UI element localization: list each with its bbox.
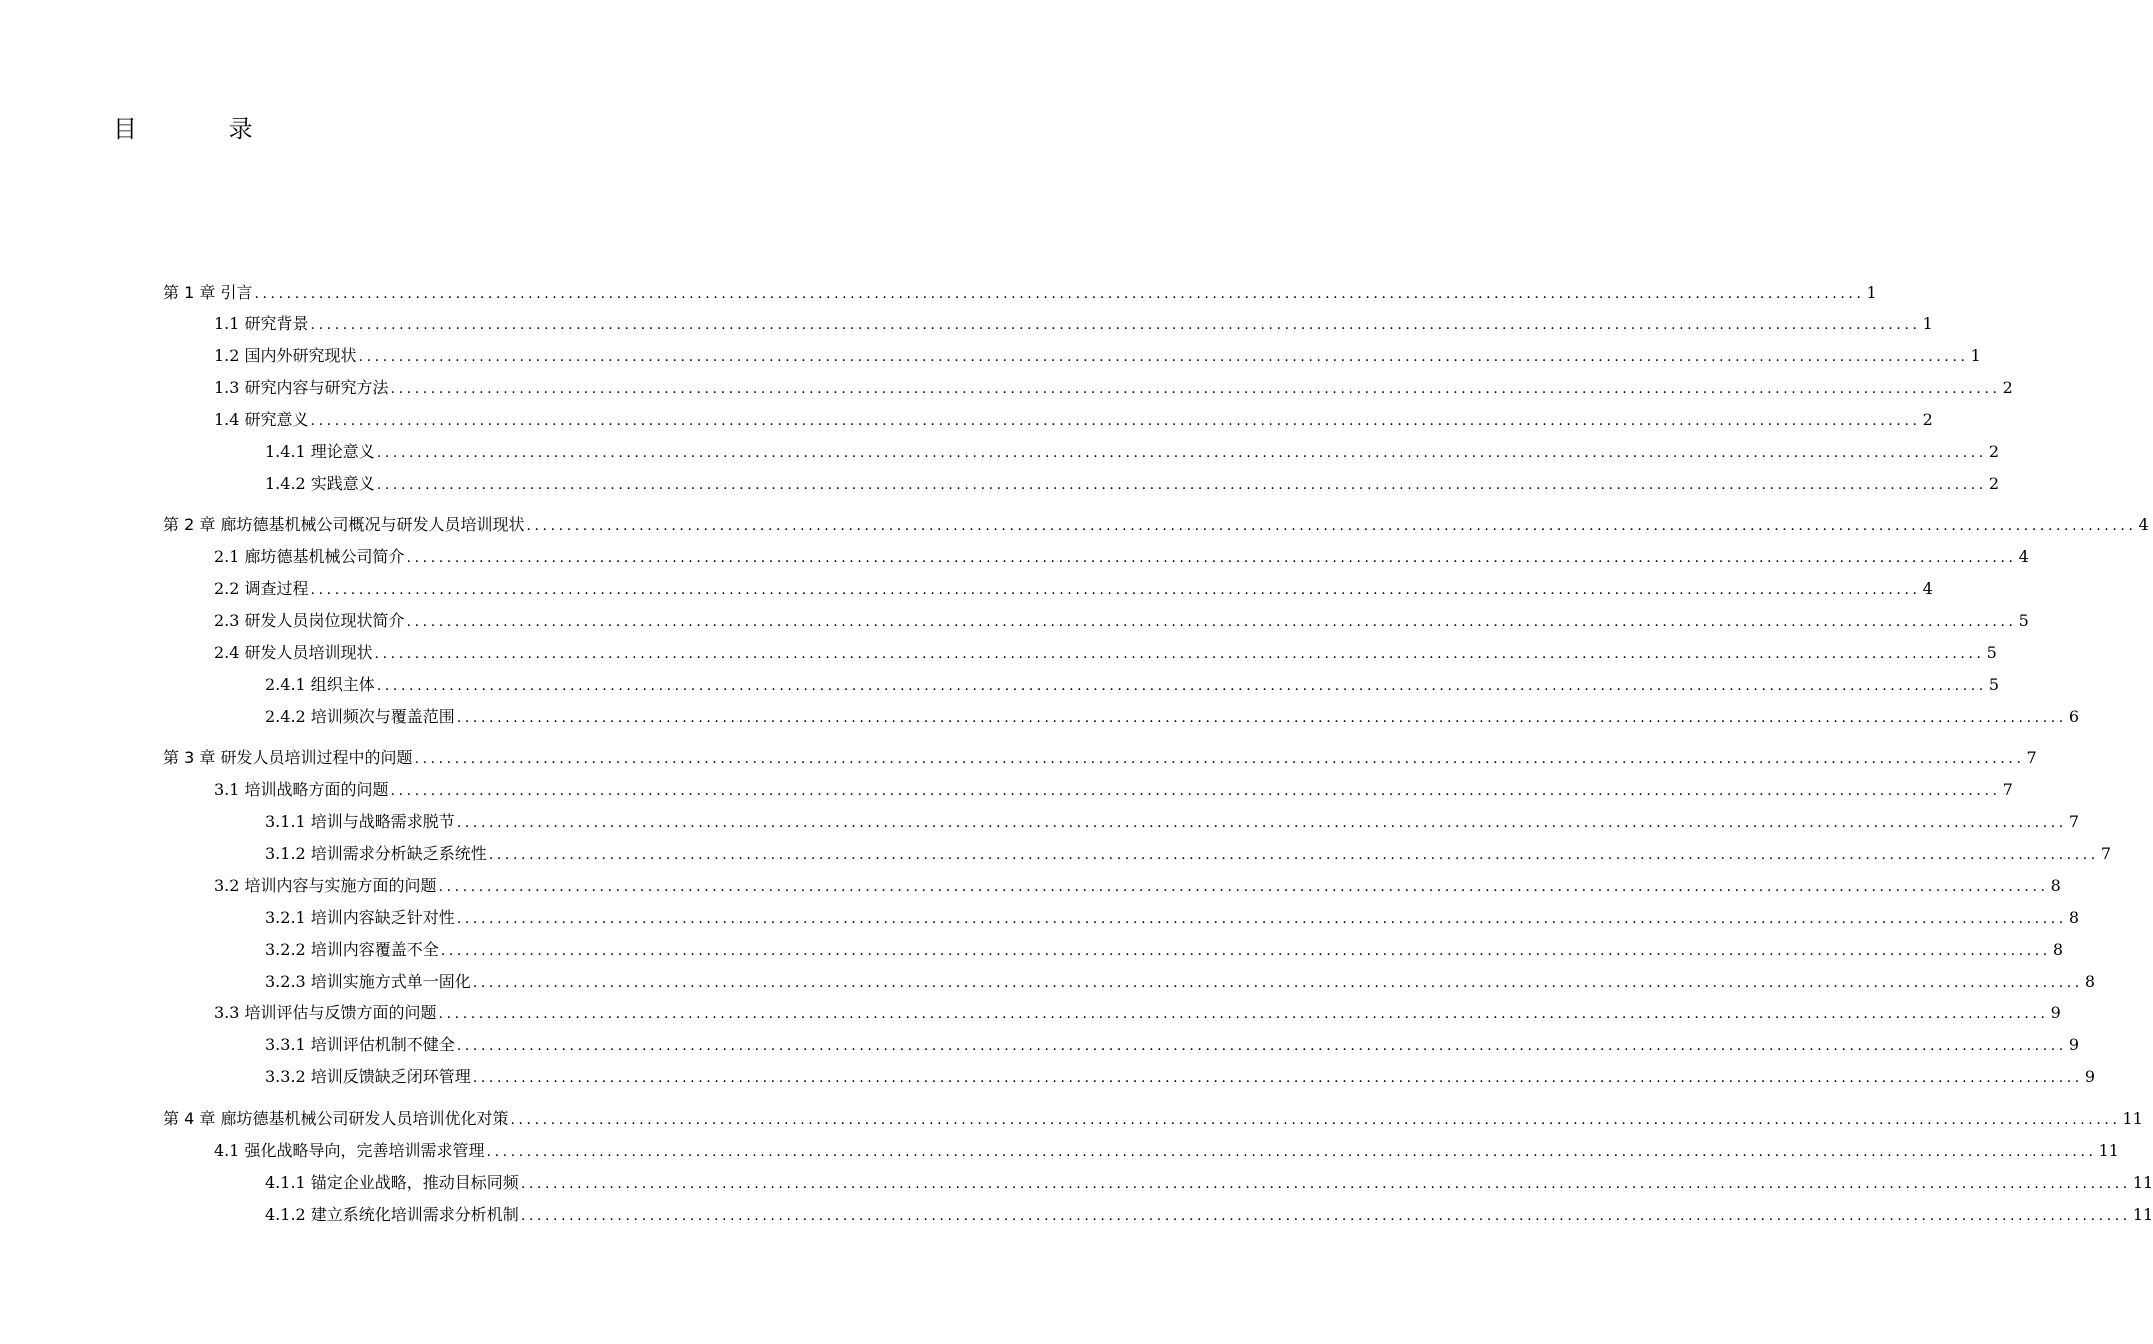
toc-dot-leader: ........................................................................................................................................................................................................	[456, 1038, 2067, 1054]
toc-entry[interactable]	[265, 673, 2000, 697]
toc-dot-leader: ........................................................................................................................................................................................................	[390, 381, 2001, 397]
toc-dot-leader: ........................................................................................................................................................................................................	[440, 943, 2051, 959]
toc-dot-leader: ........................................................................................................................................................................................................	[520, 1208, 2131, 1224]
toc-entry-title: 第 2 章 廊坊德基机械公司概况与研发人员培训现状	[163, 515, 525, 534]
toc-entry-title: 2.4.2 培训频次与覆盖范围	[265, 707, 455, 726]
toc-entry[interactable]	[163, 281, 1877, 305]
toc-dot-leader: ........................................................................................................................................................................................................	[376, 445, 1987, 461]
toc-dot-leader: ........................................................................................................................................................................................................	[438, 879, 2049, 895]
toc-entry-title: 3.1 培训战略方面的问题	[214, 780, 389, 799]
toc-entry-title: 2.4.1 组织主体	[265, 675, 375, 694]
toc-entry-title: 3.3.2 培训反馈缺乏闭环管理	[265, 1067, 471, 1086]
toc-entry-page-number: 7	[2002, 780, 2013, 799]
toc-entry-title: 1.3 研究内容与研究方法	[214, 378, 389, 397]
toc-entry-page-number: 8	[2050, 876, 2061, 895]
toc-entry-title: 2.1 廊坊德基机械公司简介	[214, 547, 405, 566]
toc-entry-page-number: 6	[2068, 707, 2080, 726]
toc-entry-page-number: 1	[1922, 314, 1933, 333]
toc-entry-page-number: 8	[2068, 908, 2080, 927]
toc-entry[interactable]	[214, 577, 1933, 601]
toc-entry-title: 1.2 国内外研究现状	[214, 346, 357, 365]
toc-dot-leader: ........................................................................................................................................................................................................	[376, 678, 1987, 694]
toc-dot-leader: ........................................................................................................................................................................................................	[390, 783, 2001, 799]
toc-entry-title: 3.2.3 培训实施方式单一固化	[265, 972, 471, 991]
toc-entry[interactable]	[265, 705, 2080, 729]
toc-entry-page-number: 11	[2098, 1141, 2119, 1160]
toc-entry[interactable]	[265, 938, 2064, 962]
toc-dot-leader: ........................................................................................................................................................................................................	[486, 1144, 2097, 1160]
toc-entry-page-number: 5	[1986, 643, 1997, 662]
toc-entry-page-number: 2	[2002, 378, 2013, 397]
toc-entry-page-number: 5	[2018, 611, 2029, 630]
toc-entry[interactable]	[265, 906, 2080, 930]
toc-entry[interactable]	[214, 1139, 2119, 1163]
toc-dot-leader: ........................................................................................................................................................................................................	[472, 975, 2083, 991]
toc-entry-title: 3.1.1 培训与战略需求脱节	[265, 812, 455, 831]
toc-dot-leader: ........................................................................................................................................................................................................	[526, 518, 2137, 534]
toc-entry-page-number: 9	[2050, 1003, 2061, 1022]
toc-entry-title: 2.2 调查过程	[214, 579, 309, 598]
toc-entry-title: 3.2.2 培训内容覆盖不全	[265, 940, 439, 959]
toc-dot-leader: ........................................................................................................................................................................................................	[376, 477, 1987, 493]
toc-entry-title: 3.2.1 培训内容缺乏针对性	[265, 908, 455, 927]
toc-dot-leader: ........................................................................................................................................................................................................	[414, 751, 2025, 767]
toc-entry[interactable]	[163, 513, 2149, 537]
toc-dot-leader: ........................................................................................................................................................................................................	[406, 550, 2017, 566]
toc-entry[interactable]	[265, 970, 2096, 994]
toc-entry[interactable]	[214, 376, 2013, 400]
toc-entry-page-number: 11	[2132, 1205, 2153, 1224]
toc-entry-title: 2.4 研发人员培训现状	[214, 643, 373, 662]
toc-entry[interactable]	[214, 874, 2061, 898]
toc-entry-page-number: 1	[1970, 346, 1981, 365]
toc-entry-title: 第 4 章 廊坊德基机械公司研发人员培训优化对策	[163, 1109, 509, 1128]
toc-entry[interactable]	[214, 641, 1997, 665]
toc-entry[interactable]	[265, 1171, 2153, 1195]
toc-entry-page-number: 2	[1988, 442, 2000, 461]
toc-entry-title: 1.4 研究意义	[214, 410, 309, 429]
toc-dot-leader: ........................................................................................................................................................................................................	[310, 582, 1921, 598]
toc-dot-leader: ........................................................................................................................................................................................................	[488, 847, 2099, 863]
toc-entry-title: 第 3 章 研发人员培训过程中的问题	[163, 748, 413, 767]
toc-entry-page-number: 11	[2132, 1173, 2153, 1192]
toc-entry-title: 1.1 研究背景	[214, 314, 309, 333]
toc-entry-title: 4.1.1 锚定企业战略，推动目标同频	[265, 1173, 519, 1192]
toc-entry-page-number: 9	[2084, 1067, 2096, 1086]
toc-entry[interactable]	[214, 609, 2029, 633]
toc-entry-title: 3.3.1 培训评估机制不健全	[265, 1035, 455, 1054]
toc-entry-page-number: 2	[1988, 474, 2000, 493]
toc-dot-leader: ........................................................................................................................................................................................................	[254, 286, 1865, 302]
toc-entry-title: 3.2 培训内容与实施方面的问题	[214, 876, 437, 895]
toc-entry-page-number: 5	[1988, 675, 2000, 694]
toc-entry-page-number: 11	[2122, 1109, 2143, 1128]
toc-dot-leader: ........................................................................................................................................................................................................	[456, 911, 2067, 927]
toc-entry-page-number: 7	[2100, 844, 2112, 863]
toc-entry[interactable]	[214, 344, 1981, 368]
toc-entry[interactable]	[265, 1033, 2080, 1057]
toc-entry-title: 2.3 研发人员岗位现状简介	[214, 611, 405, 630]
toc-entry[interactable]	[214, 312, 1933, 336]
toc-entry[interactable]	[163, 1107, 2143, 1131]
toc-entry[interactable]	[214, 408, 1933, 432]
toc-dot-leader: ........................................................................................................................................................................................................	[456, 815, 2067, 831]
toc-entry-page-number: 8	[2084, 972, 2096, 991]
toc-entry[interactable]	[214, 545, 2029, 569]
page-title: 目 录	[113, 115, 295, 143]
toc-entry[interactable]	[265, 440, 2000, 464]
toc-entry[interactable]	[214, 778, 2013, 802]
toc-entry-page-number: 2	[1922, 410, 1933, 429]
toc-entry-page-number: 7	[2026, 748, 2037, 767]
toc-entry-page-number: 4	[2018, 547, 2029, 566]
toc-entry[interactable]	[163, 746, 2037, 770]
toc-entry[interactable]	[265, 810, 2080, 834]
toc-entry-page-number: 4	[2138, 515, 2149, 534]
toc-entry[interactable]	[265, 1065, 2096, 1089]
toc-entry-title: 4.1.2 建立系统化培训需求分析机制	[265, 1205, 519, 1224]
toc-entry[interactable]	[265, 472, 2000, 496]
toc-dot-leader: ........................................................................................................................................................................................................	[310, 413, 1921, 429]
toc-entry-title: 4.1 强化战略导向，完善培训需求管理	[214, 1141, 485, 1160]
toc-dot-leader: ........................................................................................................................................................................................................	[406, 614, 2017, 630]
toc-dot-leader: ........................................................................................................................................................................................................	[310, 317, 1921, 333]
toc-entry[interactable]	[214, 1001, 2061, 1025]
toc-dot-leader: ........................................................................................................................................................................................................	[510, 1112, 2121, 1128]
toc-entry-title: 3.1.2 培训需求分析缺乏系统性	[265, 844, 487, 863]
toc-dot-leader: ........................................................................................................................................................................................................	[438, 1006, 2049, 1022]
toc-entry-page-number: 8	[2052, 940, 2064, 959]
toc-entry-page-number: 1	[1866, 283, 1877, 302]
toc-entry-page-number: 9	[2068, 1035, 2080, 1054]
toc-entry-page-number: 7	[2068, 812, 2080, 831]
toc-dot-leader: ........................................................................................................................................................................................................	[456, 710, 2067, 726]
toc-dot-leader: ........................................................................................................................................................................................................	[374, 646, 1985, 662]
toc-entry-title: 第 1 章 引言	[163, 283, 253, 302]
toc-dot-leader: ........................................................................................................................................................................................................	[358, 349, 1969, 365]
toc-entry-page-number: 4	[1922, 579, 1933, 598]
toc-entry-title: 1.4.1 理论意义	[265, 442, 375, 461]
toc-entry[interactable]	[265, 1203, 2153, 1227]
toc-entry[interactable]	[265, 842, 2112, 866]
toc-dot-leader: ........................................................................................................................................................................................................	[472, 1070, 2083, 1086]
toc-entry-title: 3.3 培训评估与反馈方面的问题	[214, 1003, 437, 1022]
toc-dot-leader: ........................................................................................................................................................................................................	[520, 1176, 2131, 1192]
toc-entry-title: 1.4.2 实践意义	[265, 474, 375, 493]
